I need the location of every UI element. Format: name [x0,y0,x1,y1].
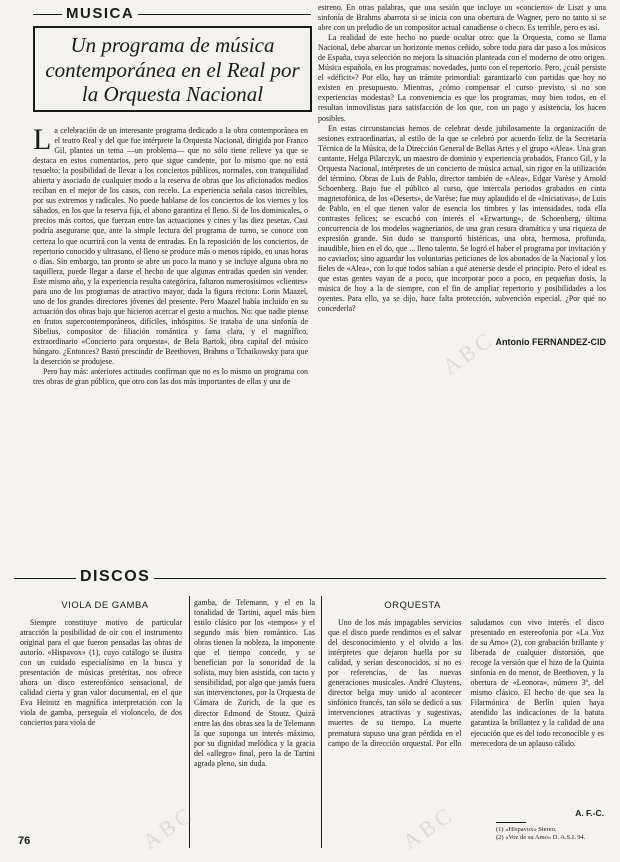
musica-col2 [318,3,606,325]
discos-col-divider-1 [189,596,190,848]
discos-section-label: DISCOS [76,568,154,586]
discos-author: A. F.-C. [575,808,604,818]
watermark-2: ABC [437,325,499,380]
discos-col3 [328,618,604,800]
dropcap-l: L [33,123,52,156]
discos-col2-para1: gamba, de Telemann, y el en la tonalidad de Tartini, aquel más bien estilo clásico por los «tempos» y el segundo más bien romántico. Las obras tienen la nobleza, la imponente que el tiempo concede, y se benefician por la sonoridad de la solista, muy bien asistida, con tacto y sensibilidad, por algo que jamás fuera sus intervenciones, por la Orquesta de Cámara de Zurich, de la que es director Edmond de Stoutz. Quizá entre las dos obras sea la de Telemann la que suponga un interés máximo, por su dignidad melódica y la gracia del «allegro» final, pero la de Tartini agrada pleno, sin duda. [194,598,315,768]
discos-col1 [20,618,182,806]
footnote-rule [496,822,526,823]
musica-col2-para2: La realidad de este hecho no puede ocultar otro: que la Orquesta, como se llama Nacional, debe abarcar un horizonte menos ceñido, sobre todo para dar paso a los músicos de España, cuya selección no mejora la situación planteada con el moderno de otro origen. Música española, en los programas: novedades, junto con el repertorio. Pero, ¿cuál persiste el «déficit»? Por ello, hay un trámite primordial: garantizarlo con partidas que hoy no existen en presupuesto. Mientras, ¿cómo compensar el curso previsto, si no son experiencias modestas? La conveniencia es que los programas, muy bien todos, en el resultan inmovilistas para satisfacción de los que, con un pago y asistencia, los hacen posibles. [318,33,606,123]
discos-col1-para1: Siempre constituye motivo de particular atracción la posibilidad de oír con el instrumento original para el que fueron pensadas las obras de autorío. «Hispavox» (1), cuyo catálogo se ilustra con un cuidado especialísimo en la busca y presentación de músicas pretéritas, nos ofrece ahora un disco estereofónico sensacional, de calidad cierta y gran valor documental, en el que Eva Heinitz en magnífica interpretación con la viola de gamba, perseguía el violoncelo, de dos conciertos para viola de [20,618,182,728]
watermark-1: ABC [197,310,259,365]
discos-col-divider-2 [321,596,322,848]
musica-author: Antonio FERNANDEZ-CID [495,337,606,347]
page-number: 76 [18,835,31,847]
musica-headline-box [33,26,312,112]
watermark-4: ABC [397,800,459,855]
musica-section-label: MUSICA [62,5,138,22]
musica-col1-para2: Pero hay más: anteriores actitudes confirman que no es lo mismo un programa con tres obras de gran público, que otro con las dos más importantes de ellas y una de [33,367,308,387]
musica-col1-para1: a celebración de un interesante programa dedicado a la obra contemporánea en el teatro Real y del que fue intérprete la Orquesta Nacional, dirigida por Franco Gil, plantea un tema —un problema— que no sólo tiene relieve ya que se destaca en estos comentarios, pero que sigue candente, por lo mismo que no está resuelto: la posibilidad de llevar a los conciertos públicos, normales, con tranquilidad abierta y asociado de cualquier modo a la reserva de obras que los aficionados medios reciban en el mejor de los casos, con recelo. La experiencia señala casos increíbles, por sus extremos y radicales. No puede hablarse de los conciertos de los viernes y los sábados, en los que la reserva fija, el abono garantiza el lleno. Si de los dominicales, o precios más cortos, que fuerzan entre las actuaciones y cines y las diez pesetas. Casi podría asegurarse que, ante la simple lectura del programa de turno, se conoce con certeza lo que ocurrirá con la venta de entradas. En la reposición de los conciertos, de repertorio conocido y ultrasano, el lleno se produce más o menos rápido, en unas horas o días. Sin embargo, tan pronto se abre un poco la mano y se incluye alguna obra no taquillera, puede llegar a darse el hecho de que algunas entradas queden sin vender. Este mismo año, y la experiencia resulta categórica, faltaron numerosísimos «clientes» para uno de los programas de atractivo mayor, dada la figura rectora: Lorin Maazel, uno de los grandes directores jóvenes del presente. Pero Maazel había incluido en su actuación dos obras bajo que hicieron acercar el gesto a muchos. No: que nadie piense en frutos supercontemporáneos, difíciles, inhóspitos. Se trataba de una sinfonía de Sibelius, compositor de filiación romántica y fama clara, y el magnífico, extraordinario «Concierto para orquesta», de Bela Bartok, obra capital del músico húngaro. ¿Entonces? Bastó prescindir de Beethoven, Brahms o Tchaikowsky para que la deserción se produjese. [33,126,308,367]
musica-col2-para3: En estas circunstancias hemos de celebrar desde jubilosamente la organización de sesiones extraordinarias, al estilo de la que se celebró por acuerdo feliz de la Secretaría Técnica de la Música, de la Dirección General de Bellas Artes y el grupo «Alea». Una gran cantante, Helga Pilarczyk, un maestro de dominio y experiencia probados, Franco Gil, y la Orquesta Nacional, intérpretes de un concierto de música actual, sin rigor en la utilización del término. Obras de Luis de Pablo, director también de «Alea», Edgar Varèse y Arnold Schoenberg. Bajo fue el público al curso, que intercala periodos grabados en cinta magnetofónica, de los «Deserts», de Varèse; fue muy aplaudido el de «Iniciativas», de Luis de Pablo, en el que tienen valor de esencia los timbres y las intensidades, toda ella contrastes felices; se escuchó con interés el «Erwartung», de Schoenberg, última concurrencia de los modelos wagnerianos, de una gran cesura dramática y una riqueza de expresión grande. Sin dudo se transportó histéricas, una obra, hermosa, profunda, inaudible, bien en el do, que ... lleno talento. Se logró el haber el programa por invitación y no caviarlos; sino aguardar los voluntarias peticiones de los abonados de la Nacional y los fieles de «Alea», con lo que todos sabían a qué atenerse desde el principio. Pero el ideal es que estas gentes vayan de a poco, que incorporar poco a poco, en pequeñas dosis, la música de hoy a la de siempre, con el fin de ampliar repertorio y posibilidades a los oyentes. Para ello, ya se dijo, hace falta protección, subvención especial. ¿Por qué no concederla? [318,123,606,314]
discos-col3-para1: Uno de los más impagables servicios que el disco puede rendirnos es el salvar del desconocimiento y el olvido a los intérpretes que dejaron huella por su calidad, y serían desconocidos, si no es por referencias, de las nuevas generaciones musicales. André Cluytens, director belga muy unido al acontecer sinfónico francés, tan sólo se dedicó a sus intervenciones atractivas y sugestivas, muertes de su tiempo. La muerte prematura supuso una gran pérdida en el campo de la dirección orquestal. Por ello saludamos con vivo interés el disco presentado en estereofonía por «La Voz de su Amo» (2), con grabación brillante y liberada de cualquier distorsión, que recoge la versión que el hizo de la Quinta sinfonía en do menor, de Beethoven, y la obertura de «Leonora», número 3º, del mismo clásico. El hecho de que sea la Filarmónica de Berlín quien haya atendido las indicaciones de la batuta garantiza la brillantez y la calidad de una ejecución que es del todo reconocible y es merecedora de un aplauso cálido. [328,618,604,748]
footnote-1: (1) «Hispavox» Stereo. [496,826,557,833]
discos-right-subhead: ORQUESTA [384,600,441,611]
musica-col2-para1: estreno. En otras palabras, que una sesión que incluye un «concierto» de Liszt y una sinfonía de Brahms abarrota si se inicia con una obertura de Wagner, pero no tanto si se abre con un preludio de un compositor actual canadiense o checo. Es terrible, pero es así. [318,3,606,33]
discos-left-subhead: VIOLA DE GAMBA [61,600,149,611]
musica-col1 [33,123,308,387]
discos-col2 [194,598,315,844]
footnote-2: (2) «Voz de su Amo» D. A.S.L 94. [496,834,586,841]
watermark-3: ABC [137,800,199,855]
musica-headline: Un programa de música contemporánea en el Real por la Orquesta Nacional [45,33,300,106]
